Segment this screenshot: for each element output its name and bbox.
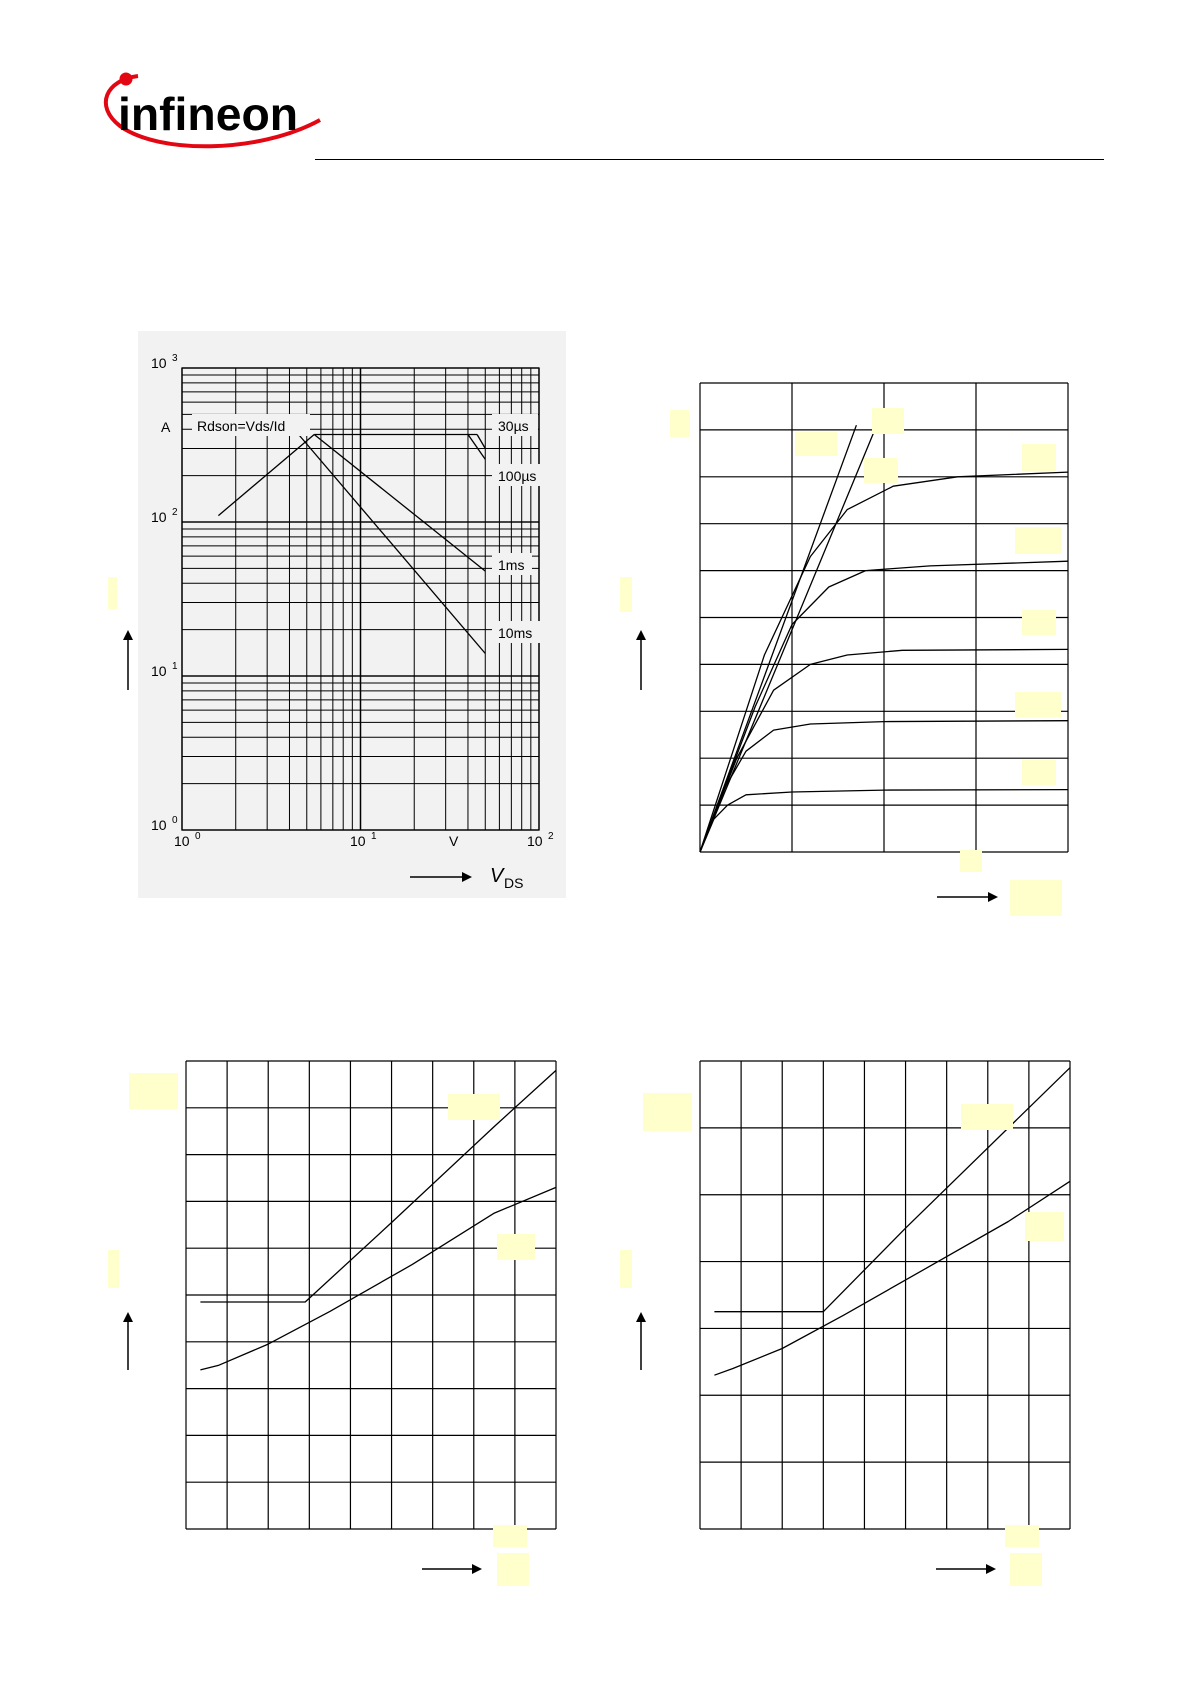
chart-labels [620,1093,1064,1586]
chart-series [714,1068,1070,1376]
series-label-1ms: 1ms [498,557,525,573]
y-tick-base: 10 [151,817,167,833]
y-tick-exp: 2 [172,507,178,518]
redacted-label [961,1104,1013,1130]
x-axis-label-sub: DS [504,875,524,891]
redacted-label [620,1250,632,1288]
logo-text: infineon [118,88,298,140]
x-arrow-icon [936,1564,996,1574]
series-line-2 [714,1181,1070,1375]
y-unit: A [161,419,171,435]
chart-grid [700,1061,1070,1529]
y-arrow-icon [636,1312,646,1370]
y-tick-base: 10 [151,355,167,371]
series-label-100us: 100µs [498,468,537,484]
y-tick-exp: 1 [172,661,178,672]
series-line-1 [714,1068,1070,1312]
redacted-label [1010,1553,1042,1586]
x-tick-base: 10 [350,833,366,849]
series-label-10ms: 10ms [498,625,533,641]
y-tick-exp: 3 [172,353,178,364]
series-label-30us: 30µs [498,418,529,434]
y-tick-base: 10 [151,663,167,679]
redacted-label [643,1093,692,1131]
x-tick-exp: 2 [548,831,554,842]
x-tick-exp: 0 [195,831,201,842]
y-tick-exp: 0 [172,815,178,826]
rdson-annotation: Rdson=Vds/Id [197,418,286,434]
x-tick-base: 10 [527,833,543,849]
y-tick-base: 10 [151,509,167,525]
redacted-label [1005,1525,1039,1547]
x-tick-base: 10 [174,833,190,849]
x-unit: V [449,833,459,849]
x-tick-exp: 1 [371,831,377,842]
x-axis-label: V [490,865,504,887]
redacted-label [1025,1212,1064,1241]
